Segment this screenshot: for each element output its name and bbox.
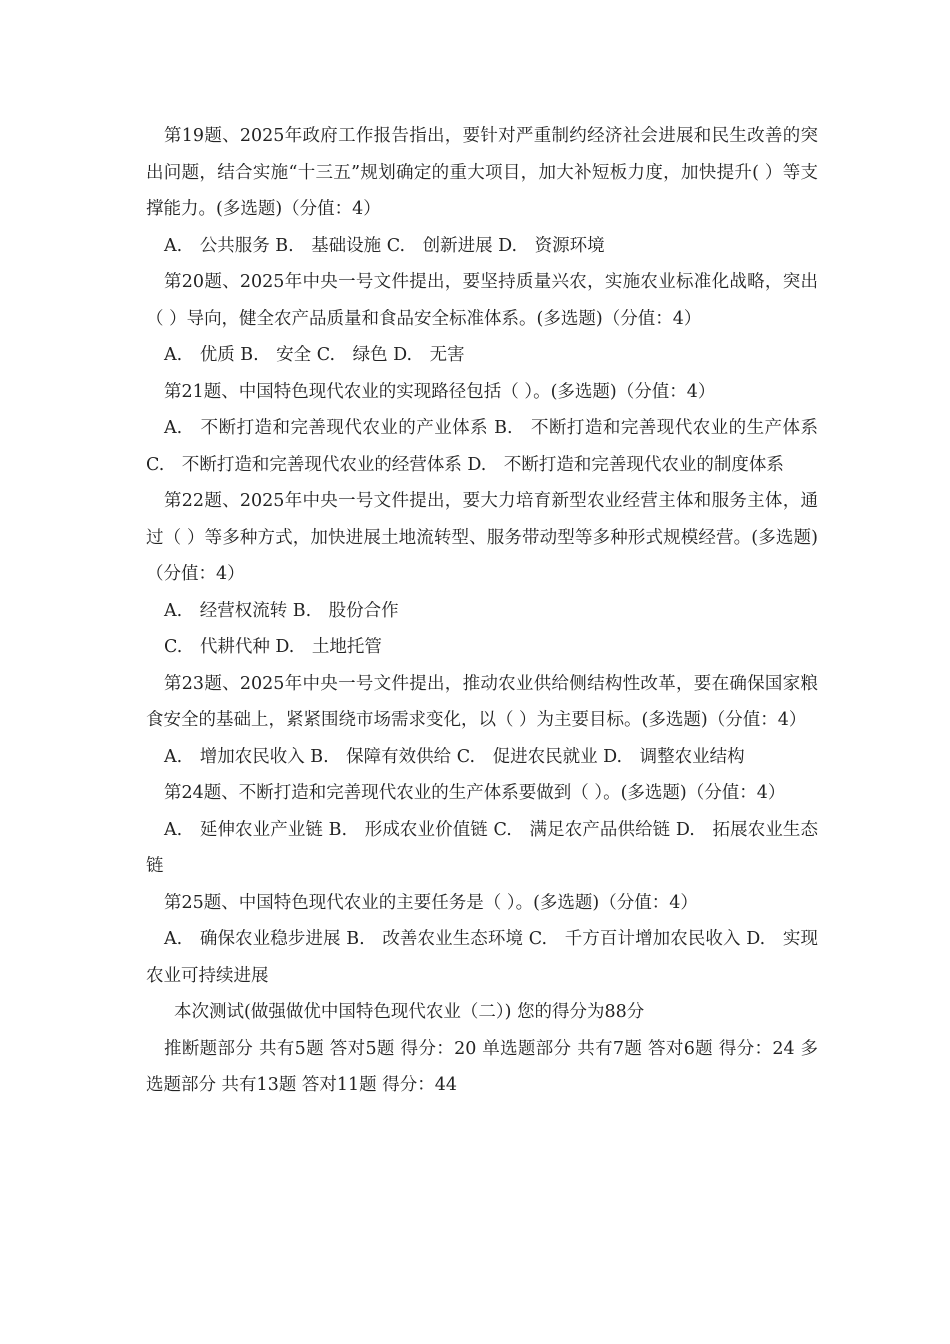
question-19-options: A. 公共服务 B. 基础设施 C. 创新进展 D. 资源环境 xyxy=(164,235,605,256)
question-22: 第22题、2025年中央一号文件提出，要大力培育新型农业经营主体和服务主体，通过（ ）等多种方式，加快进展土地流转型、服务带动型等多种形式规模经营。(多选题)（分值：4） xyxy=(146,491,818,584)
question-25: 第25题、中国特色现代农业的主要任务是（ ）。(多选题)（分值：4） xyxy=(164,892,698,913)
question-20-options: A. 优质 B. 安全 C. 绿色 D. 无害 xyxy=(164,345,465,365)
question-21-options: A. 不断打造和完善现代农业的产业体系 B. 不断打造和完善现代农业的生产体系 C. 不断打造和完善现代农业的经营体系 D. 不断打造和完善现代农业的制度体系 xyxy=(146,418,818,475)
question-25-options: A. 确保农业稳步进展 B. 改善农业生态环境 C. 千方百计增加农民收入 D. 实现农业可持续进展 xyxy=(146,929,818,986)
question-24: 第24题、不断打造和完善现代农业的生产体系要做到（ ）。(多选题)（分值：4） xyxy=(164,783,786,803)
question-23-options: A. 增加农民收入 B. 保障有效供给 C. 促进农民就业 D. 调整农业结构 xyxy=(164,746,745,767)
score-breakdown: 推断题部分 共有5题 答对5题 得分：20 单选题部分 共有7题 答对6题 得分：24 多选题部分 共有13题 答对11题 得分：44 xyxy=(146,1038,818,1095)
question-22-options-line-1: A. 经营权流转 B. 股份合作 xyxy=(164,600,399,621)
question-23: 第23题、2025年中央一号文件提出，推动农业供给侧结构性改革，要在确保国家粮食安全的基础上，紧紧围绕市场需求变化，以（ ）为主要目标。(多选题)（分值：4） xyxy=(146,673,818,730)
document-body xyxy=(146,118,818,1104)
question-21: 第21题、中国特色现代农业的实现路径包括（ ）。(多选题)（分值：4） xyxy=(164,381,716,402)
question-19: 第19题、2025年政府工作报告指出，要针对严重制约经济社会进展和民生改善的突出问题，结合实施“十三五”规划确定的重大项目，加大补短板力度，加快提升( ）等支撑能力。(多选题)（分值：4） xyxy=(146,126,818,219)
question-24-options: A. 延伸农业产业链 B. 形成农业价值链 C. 满足农产品供给链 D. 拓展农业生态链 xyxy=(146,819,818,876)
question-20: 第20题、2025年中央一号文件提出，要坚持质量兴农，实施农业标准化战略，突出（ ）导向，健全农产品质量和食品安全标准体系。(多选题)（分值：4） xyxy=(146,272,818,329)
question-22-options-line-2: C. 代耕代种 D. 土地托管 xyxy=(164,637,382,657)
test-result: 本次测试(做强做优中国特色现代农业（二）) 您的得分为88分 xyxy=(174,1002,645,1022)
